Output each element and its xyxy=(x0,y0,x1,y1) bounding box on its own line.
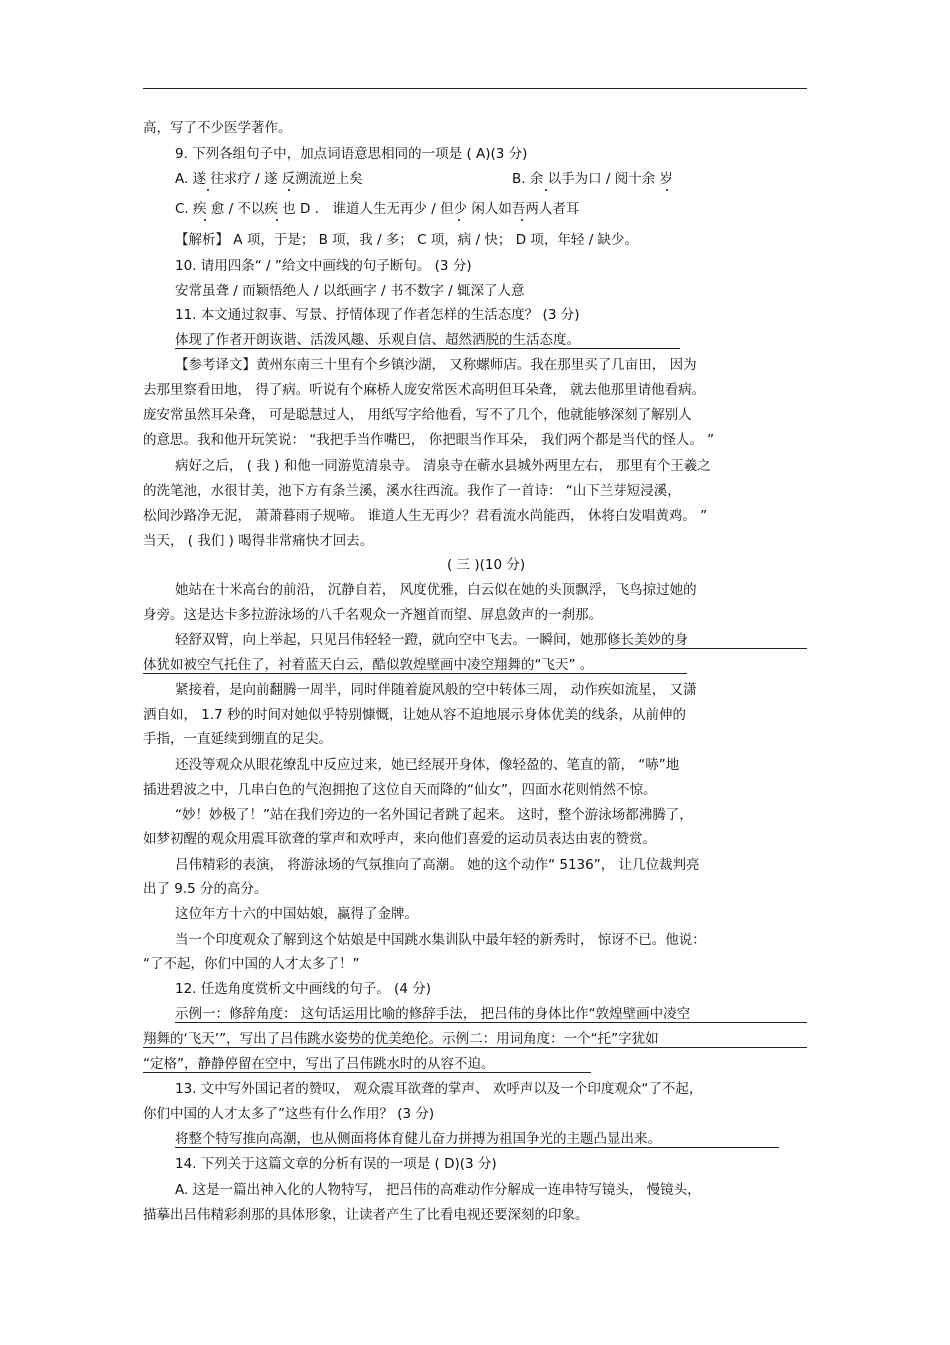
passage-line: 这位年方十六的中国姑娘，赢得了金牌。 xyxy=(175,906,418,922)
question-12: 12. 任选角度赏析文中画线的句子。 (4 分) xyxy=(175,981,431,997)
emphasis-dot xyxy=(521,219,523,221)
passage-line: 手指，一直延续到绷直的足尖。 xyxy=(143,731,332,747)
emphasis-dot xyxy=(276,219,278,221)
translation-line: 的洗笔池，水很甘美，池下方有条兰溪，溪水往西流。我作了一首诗： “山下兰芽短浸溪， xyxy=(143,483,681,499)
answer-underline xyxy=(143,1072,591,1073)
option-14a: A. 这是一篇出神入化的人物特写， 把吕伟的高难动作分解成一连串特写镜头， 慢镜头， xyxy=(175,1182,701,1198)
text-line: 高，写了不少医学著作。 xyxy=(143,120,292,136)
emphasis-dot xyxy=(204,219,206,221)
translation-line: 松间沙路净无泥， 萧萧暮雨子规啼。 谁道人生无再少？君看流水尚能西， 休将白发唱黄鸡。 ” xyxy=(143,508,708,524)
passage-line: 当一个印度观众了解到这个姑娘是中国跳水集训队中最年轻的新秀时， 惊讶不已。他说： xyxy=(175,932,706,948)
emphasis-dot xyxy=(666,189,668,191)
question-13: 13. 文中写外国记者的赞叹， 观众震耳欲聋的掌声、 欢呼声以及一个印度观众“了不起， xyxy=(175,1081,703,1097)
answer-11: 体现了作者开朗诙谐、活泼风趣、乐观自信、超然洒脱的生活态度。 xyxy=(175,332,580,348)
passage-line: 轻舒双臂，向上举起，只见吕伟轻轻一蹬，就向空中飞去。一瞬间，她那修长美妙的身 xyxy=(175,632,688,648)
answer-12: “定格”，静静停留在空中，写出了吕伟跳水时的从容不迫。 xyxy=(143,1056,495,1072)
translation-line: 当天， ( 我们 ) 喝得非常痛快才回去。 xyxy=(143,533,374,549)
passage-line: “了不起，你们中国的人才太多了！” xyxy=(143,956,360,972)
passage-line: 出了 9.5 分的高分。 xyxy=(143,881,268,897)
passage-line: 身旁。这是达卡多拉游泳场的八千名观众一齐翘首而望、屏息敛声的一刹那。 xyxy=(143,607,602,623)
passage-line: 她站在十米高台的前沿， 沉静自若， 风度优雅，白云似在她的头顶飘浮，飞鸟掠过她的 xyxy=(175,582,697,598)
answer-13: 将整个特写推向高潮，也从侧面将体育健儿奋力拼搏为祖国争光的主题凸显出来。 xyxy=(175,1131,661,1147)
passage-line: 紧接着，是向前翻腾一周半，同时伴随着旋风般的空中转体三周， 动作疾如流星， 又潇 xyxy=(175,682,697,698)
passage-line: 吕伟精彩的表演， 将游泳场的气氛推向了高潮。 她的这个动作“ 5136”， 让几位裁判亮 xyxy=(175,857,700,873)
question-11: 11. 本文通过叙事、写景、抒情体现了作者怎样的生活态度？ (3 分) xyxy=(175,307,580,323)
passage-line: 还没等观众从眼花缭乱中反应过来，她已经展开身体，像轻盈的、笔直的箭， “哧”地 xyxy=(175,757,680,773)
option-a: A. 遂 往求疗 / 遂 反溯流逆上矣 xyxy=(175,171,363,187)
answer-12: 翔舞的‘飞天’”，写出了吕伟跳水姿势的优美绝伦。示例二：用词角度：一个“托”字犹如 xyxy=(143,1031,659,1047)
emphasis-dot xyxy=(207,189,209,191)
answer-underline xyxy=(175,348,680,349)
question-14: 14. 下列关于这篇文章的分析有误的一项是 ( D)(3 分) xyxy=(175,1156,497,1172)
question-10: 10. 请用四条“ / ”给文中画线的句子断句。 (3 分) xyxy=(175,258,472,274)
passage-underline xyxy=(610,648,807,649)
translation-line: 庞安常虽然耳朵聋， 可是聪慧过人， 用纸写字给他看，写不了几个，他就能够深刻了解别人 xyxy=(143,407,692,423)
answer-10: 安常虽聋 / 而颖悟绝人 / 以纸画字 / 书不数字 / 辄深了人意 xyxy=(175,283,525,299)
emphasis-dot xyxy=(288,189,290,191)
passage-underline xyxy=(143,673,687,674)
passage-line: 体犹如被空气托住了，衬着蓝天白云，酷似敦煌壁画中凌空翔舞的“飞天” 。 xyxy=(143,657,594,673)
passage-line: 如梦初醒的观众用震耳欲聋的掌声和欢呼声，来向他们喜爱的运动员表达由衷的赞赏。 xyxy=(143,831,656,847)
translation-line: 【参考译文】黄州东南三十里有个乡镇沙湖， 又称螺师店。我在那里买了几亩田， 因为 xyxy=(175,357,697,373)
answer-underline xyxy=(143,1047,807,1048)
analysis-9: 【解析】 A 项，于是； B 项，我 / 多； C 项，病 / 快； D 项，年轻 / 缺少。 xyxy=(175,232,639,248)
passage-line: 洒自如， 1.7 秒的时间对她似乎特别慷慨，让她从容不迫地展示身体优美的线条，从前伸的 xyxy=(143,707,687,723)
header-rule xyxy=(143,88,807,89)
translation-line: 病好之后， ( 我 ) 和他一同游览清泉寺。 清泉寺在蕲水县城外两里左右， 那里有个王羲之 xyxy=(175,458,711,474)
translation-line: 的意思。我和他开玩笑说： “我把手当作嘴巴， 你把眼当作耳朵， 我们两个都是当代的怪人。 ” xyxy=(143,432,715,448)
answer-underline xyxy=(175,1147,779,1148)
section-heading: ( 三 )(10 分) xyxy=(447,557,526,573)
answer-12: 示例一：修辞角度： 这句话运用比喻的修辞手法， 把吕伟的身体比作“敦煌壁画中凌空 xyxy=(175,1006,691,1022)
option-c-d: C. 疾 愈 / 不以疾 也 D ． 谁道人生无再少 / 但少 闲人如吾两人者耳 xyxy=(175,201,580,217)
emphasis-dot xyxy=(458,219,460,221)
question-13: 你们中国的人才太多了”这些有什么作用？ (3 分) xyxy=(143,1106,435,1122)
translation-line: 去那里察看田地， 得了病。听说有个麻桥人庞安常医术高明但耳朵聋， 就去他那里请他看病。 xyxy=(143,382,706,398)
question-9: 9. 下列各组句子中，加点词语意思相同的一项是 ( A)(3 分) xyxy=(175,146,528,162)
option-14a: 描摹出吕伟精彩刹那的具体形象，让读者产生了比看电视还要深刻的印象。 xyxy=(143,1207,589,1223)
passage-line: 插进碧波之中，几串白色的气泡拥抱了这位自天而降的“仙女”，四面水花则悄然不惊。 xyxy=(143,782,657,798)
option-b: B. 余 以手为口 / 阅十余 岁 xyxy=(512,171,674,187)
answer-underline xyxy=(175,1022,807,1023)
passage-line: “妙！妙极了！”站在我们旁边的一名外国记者跳了起来。 这时，整个游泳场都沸腾了， xyxy=(175,807,693,823)
emphasis-dot xyxy=(545,189,547,191)
